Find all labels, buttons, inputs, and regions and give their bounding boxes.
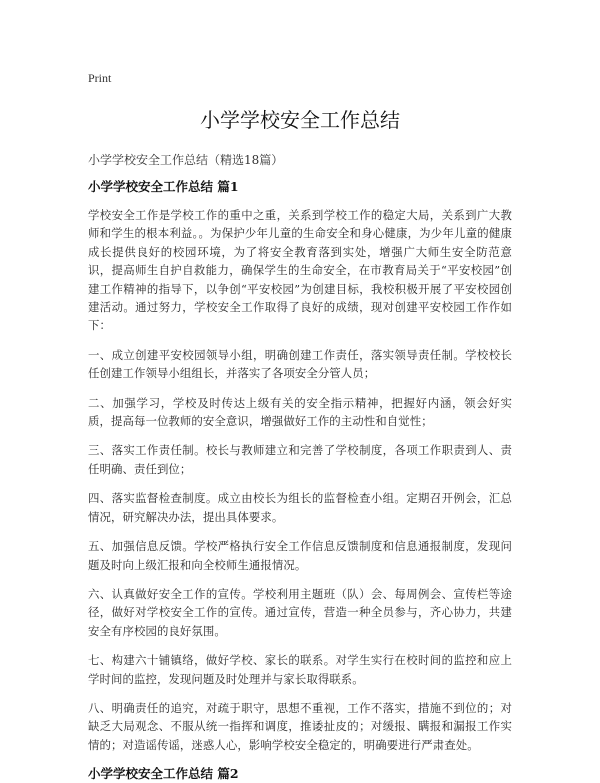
section-heading-2: 小学学校安全工作总结 篇2 [88, 766, 239, 782]
paragraph-intro: 学校安全工作是学校工作的重中之重，关系到学校工作的稳定大局，关系到广大教师和学生的根本利益。。为保护少年儿童的生命安全和身心健康，为少年儿童的健康成长提供良好的校园环境，为了将安全教育落到实处，增强广大师生安全防范意识，提高师生自护自救能力，确保学生的生命安全，在市教育局关于“平安校园”创建工作精神的指导下，以争创“平安校园”为创建目标，我校积极开展了平安校园创建活动。通过努力，学校安全工作取得了良好的成绩，现对创建平安校园工作作如下： [88, 208, 512, 333]
paragraph-item-7: 七、构建六十铺镇络，做好学校、家长的联系。对学生实行在校时间的监控和应上学时间的监控，发现问题及时处理并与家长取得联系。 [88, 653, 512, 686]
page-title: 小学学校安全工作总结 [200, 108, 400, 132]
paragraph-item-6: 六、认真做好安全工作的宣传。学校利用主题班（队）会、每周例会、宣传栏等途径，做好对学校安全工作的宣传。通过宣传，营造一种全员参与，齐心协力，共建安全有序校园的良好氛围。 [88, 586, 512, 638]
paragraph-item-1: 一、成立创建平安校园领导小组，明确创建工作责任，落实领导责任制。学校校长任创建工作领导小组组长，并落实了各项安全分管人员； [88, 347, 512, 381]
paragraph-item-3: 三、落实工作责任制。校长与教师建立和完善了学校制度，各项工作职责到人、责任明确、责任到位； [88, 443, 512, 476]
paragraph-item-5: 五、加强信息反馈。学校严格执行安全工作信息反馈制度和信息通报制度，发现问题及时向上级汇报和向全校师生通报情况。 [88, 539, 512, 572]
print-link[interactable]: Print [88, 71, 112, 85]
paragraph-item-8: 八、明确责任的追究，对疏于职守，思想不重视，工作不落实，措施不到位的；对缺乏大局观念、不服从统一指挥和调度，推诿扯皮的；对缓报、瞒报和漏报工作实情的；对造谣传谣，迷惑人心，影响学校安全稳定的，明确要进行严肃查处。 [88, 700, 512, 752]
section-heading-1: 小学学校安全工作总结 篇1 [88, 179, 239, 194]
document-subtitle: 小学学校安全工作总结（精选18篇） [88, 153, 284, 167]
paragraph-item-2: 二、加强学习，学校及时传达上级有关的安全指示精神，把握好内涵，领会好实质，提高每一位教师的安全意识，增强做好工作的主动性和自觉性； [88, 395, 512, 429]
paragraph-item-4: 四、落实监督检查制度。成立由校长为组长的监督检查小组。定期召开例会，汇总情况，研究解决办法，提出具体要求。 [88, 491, 512, 524]
